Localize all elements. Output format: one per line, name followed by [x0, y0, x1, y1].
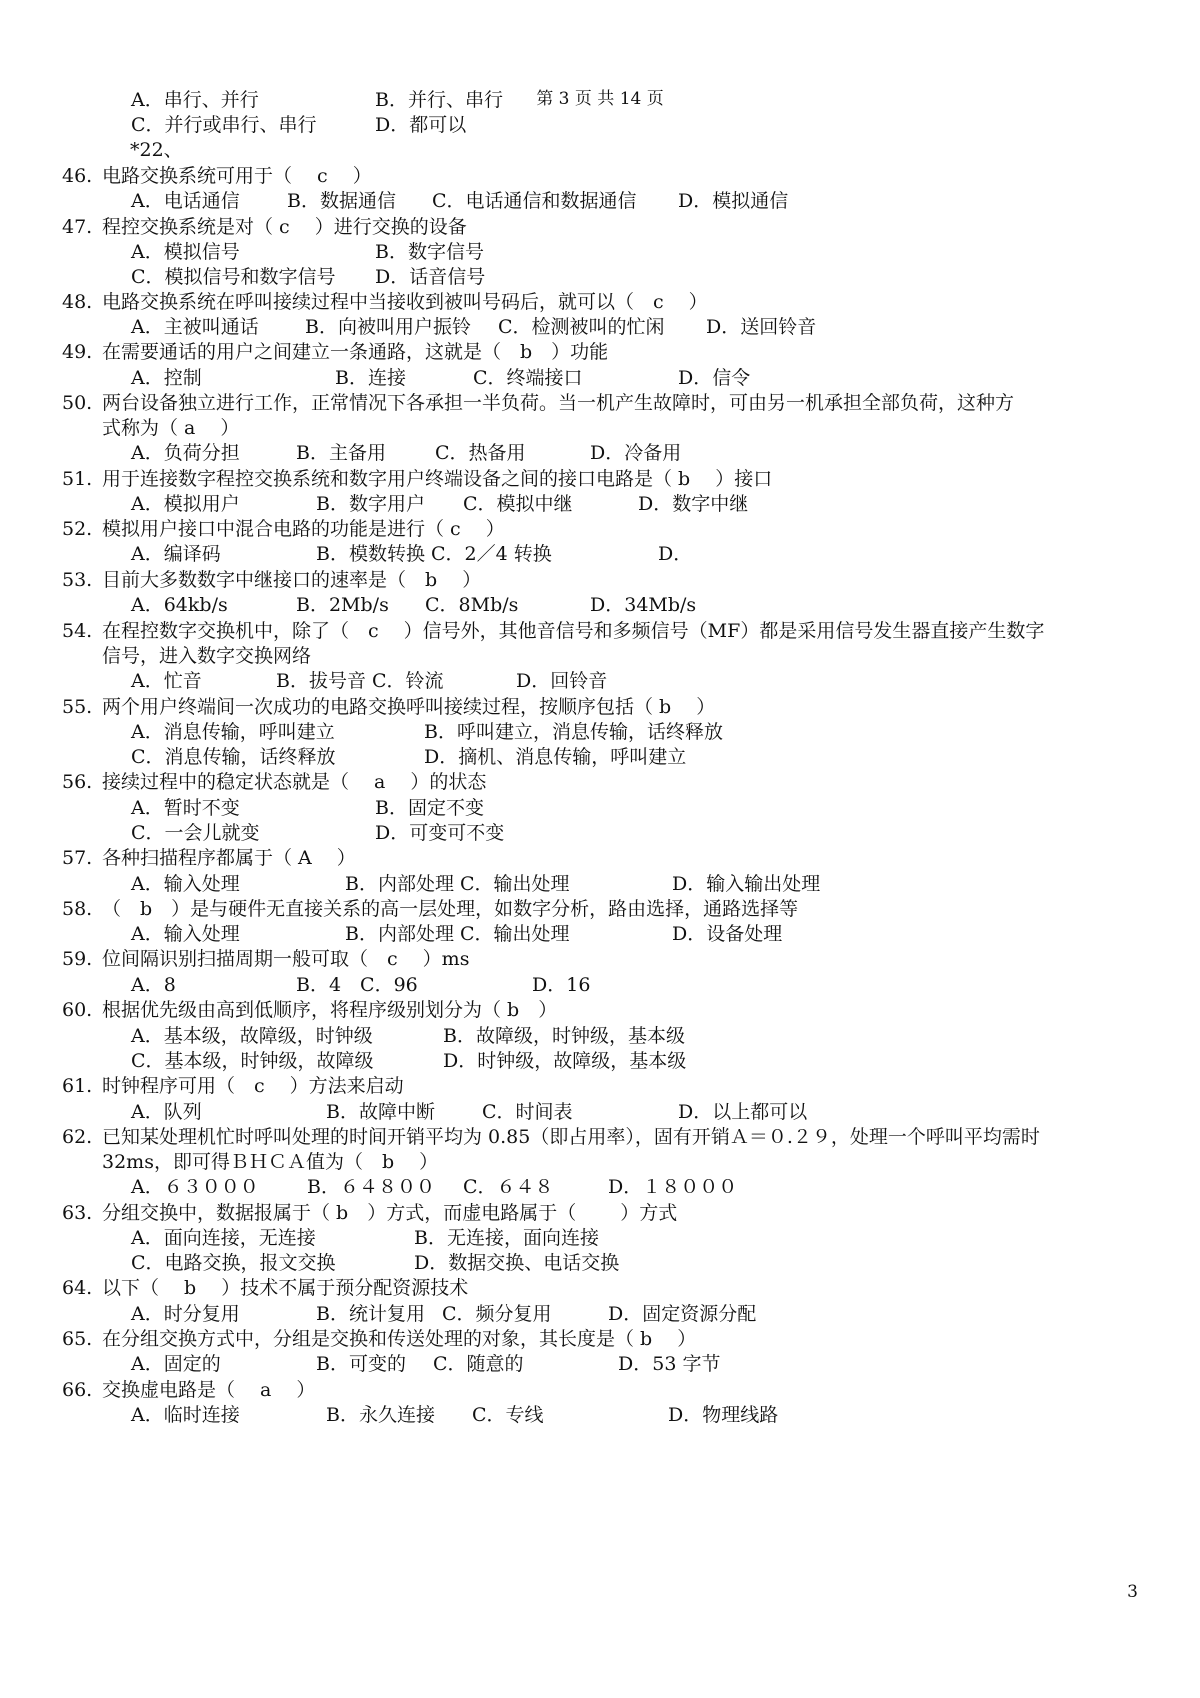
option: B．4 C．96 — [296, 974, 418, 996]
option: C．专线 — [472, 1404, 544, 1426]
option-row — [0, 1225, 1200, 1252]
page-header: 第 3 页 共 14 页 — [536, 89, 664, 109]
option: D．时钟级，故障级，基本级 — [443, 1050, 687, 1072]
question-text: 两个用户终端间一次成功的电路交换呼叫接续过程，按顺序包括（ b ） — [102, 696, 716, 718]
option-row — [0, 972, 1200, 999]
option: D．送回铃音 — [706, 316, 817, 338]
question-number: 58. — [62, 898, 93, 920]
question-48 — [0, 289, 1200, 316]
option-row — [0, 491, 1200, 518]
option: D．输入输出处理 — [672, 873, 821, 895]
option: A．面向连接，无连接 — [131, 1227, 316, 1249]
question-61 — [0, 1073, 1200, 1100]
question-text: 模拟用户接口中混合电路的功能是进行（ c ） — [102, 518, 505, 540]
option: C．时间表 — [482, 1101, 573, 1123]
option: B．故障级，时钟级，基本级 — [443, 1025, 685, 1047]
option: A．基本级，故障级，时钟级 — [131, 1025, 373, 1047]
question-number: 46. — [62, 165, 93, 187]
option: B．模数转换 C．2／4 转换 — [316, 543, 552, 565]
option: C．模拟中继 — [463, 493, 573, 515]
option-row — [0, 1099, 1200, 1126]
option: B．统计复用 — [316, 1303, 425, 1325]
option-row — [0, 1250, 1200, 1277]
option: B．可变的 — [316, 1353, 406, 1375]
question-text: 已知某处理机忙时呼叫处理的时间开销平均为 0.85（即占用率），固有开销Ａ＝０.２９，处理一个呼叫平均需时 — [102, 1126, 1040, 1148]
option: C．消息传输，话终释放 — [131, 746, 336, 768]
option: D．固定资源分配 — [608, 1303, 757, 1325]
question-64 — [0, 1275, 1200, 1302]
question-47 — [0, 214, 1200, 241]
question-text: 接续过程中的稳定状态就是（ a ）的状态 — [102, 771, 487, 793]
option: C．频分复用 — [442, 1303, 552, 1325]
question-text: 电路交换系统在呼叫接续过程中当接收到被叫号码后，就可以（ c ） — [102, 291, 708, 313]
question-number: 60. — [62, 999, 93, 1021]
prelude-line — [0, 137, 1200, 164]
option-row — [0, 188, 1200, 215]
option: A．电话通信 — [131, 190, 240, 212]
option: A．队列 — [131, 1101, 202, 1123]
question-text: 用于连接数字程控交换系统和数字用户终端设备之间的接口电路是（ b ）接口 — [102, 468, 773, 490]
option: A．模拟信号 — [131, 241, 240, 263]
option: B．数字用户 — [316, 493, 425, 515]
question-number: 61. — [62, 1075, 93, 1097]
option: B．故障中断 — [326, 1101, 435, 1123]
option: B．６４８００ — [307, 1176, 435, 1198]
option: A．时分复用 — [131, 1303, 240, 1325]
option: C．并行或串行、串行 — [131, 114, 317, 136]
question-text: 目前大多数数字中继接口的速率是（ b ） — [102, 569, 482, 591]
option: D．话音信号 — [375, 266, 486, 288]
option: A．固定的 — [131, 1353, 221, 1375]
option-row — [0, 1174, 1200, 1201]
question-number: 55. — [62, 696, 93, 718]
option-row — [0, 592, 1200, 619]
question-text: 电路交换系统可用于（ c ） — [102, 165, 372, 187]
option: B．永久连接 — [326, 1404, 435, 1426]
question-number: 65. — [62, 1328, 93, 1350]
option: C．基本级，时钟级，故障级 — [131, 1050, 374, 1072]
option: D．都可以 — [375, 114, 467, 136]
question-number: 63. — [62, 1202, 93, 1224]
question-60 — [0, 997, 1200, 1024]
question-text: 以下（ b ）技术不属于预分配资源技术 — [102, 1277, 469, 1299]
option: C．电路交换，报文交换 — [131, 1252, 336, 1274]
option: A．输入处理 — [131, 923, 240, 945]
question-number: 47. — [62, 216, 93, 238]
question-text: 时钟程序可用（ c ）方法来启动 — [102, 1075, 404, 1097]
question-text: （ b ）是与硬件无直接关系的高一层处理，如数字分析，路由选择，通路选择等 — [102, 898, 799, 920]
question-number: 56. — [62, 771, 93, 793]
option-row — [0, 1048, 1200, 1075]
page-number: 3 — [1127, 1582, 1138, 1602]
question-57 — [0, 845, 1200, 872]
option: A．６３０００ — [131, 1176, 259, 1198]
option: A．临时连接 — [131, 1404, 240, 1426]
question-text: 在分组交换方式中，分组是交换和传送处理的对象，其长度是（ b ） — [102, 1328, 697, 1350]
question-text-continued: 信号，进入数字交换网络 — [102, 645, 312, 667]
question-number: 54. — [62, 620, 93, 642]
option: A．编译码 — [131, 543, 221, 565]
question-text: 位间隔识别扫描周期一般可取（ c ）ms — [102, 948, 470, 970]
option: C．６４８ — [463, 1176, 554, 1198]
option: A．串行、并行 — [131, 89, 259, 111]
option: A．输入处理 — [131, 873, 240, 895]
option-row — [0, 365, 1200, 392]
option: B．内部处理 C．输出处理 — [345, 873, 570, 895]
option: C．热备用 — [435, 442, 526, 464]
option: D．数字中继 — [638, 493, 749, 515]
option: B．固定不变 — [375, 797, 484, 819]
option: D．回铃音 — [516, 670, 608, 692]
question-text: 在程控数字交换机中，除了（ c ）信号外，其他音信号和多频信号（MF）都是采用信号发生器直接产生数字 — [102, 620, 1045, 642]
option: A．忙音 — [131, 670, 202, 692]
option: D．数据交换、电话交换 — [414, 1252, 620, 1274]
option: D．设备处理 — [672, 923, 783, 945]
question-59 — [0, 946, 1200, 973]
question-62 — [0, 1124, 1200, 1151]
option: C．一会儿就变 — [131, 822, 260, 844]
option: A．负荷分担 — [131, 442, 240, 464]
option: D． — [658, 543, 693, 565]
option: A．模拟用户 — [131, 493, 240, 515]
question-number: 48. — [62, 291, 93, 313]
option: B．连接 — [335, 367, 406, 389]
option: A．暂时不变 — [131, 797, 240, 819]
option: C．终端接口 — [473, 367, 583, 389]
option: A．控制 — [131, 367, 202, 389]
option: A．消息传输，呼叫建立 — [131, 721, 335, 743]
question-continuation — [0, 643, 1200, 670]
question-58 — [0, 896, 1200, 923]
question-54 — [0, 618, 1200, 645]
question-63 — [0, 1200, 1200, 1227]
question-number: 57. — [62, 847, 93, 869]
option: A．主被叫通话 — [131, 316, 259, 338]
option-row — [0, 1301, 1200, 1328]
option: A．64kb/s — [131, 594, 228, 616]
option-row — [0, 541, 1200, 568]
option-row — [0, 440, 1200, 467]
option: C．电话通信和数据通信 — [432, 190, 637, 212]
option: B．内部处理 C．输出处理 — [345, 923, 570, 945]
option: D．冷备用 — [590, 442, 682, 464]
option: D．可变可不变 — [375, 822, 505, 844]
option-row — [0, 1402, 1200, 1429]
question-text: 分组交换中，数据报属于（ b ）方式，而虚电路属于（ ）方式 — [102, 1202, 678, 1224]
option-row — [0, 795, 1200, 822]
option: B．数据通信 — [287, 190, 396, 212]
question-65 — [0, 1326, 1200, 1353]
question-56 — [0, 769, 1200, 796]
option-row — [0, 1023, 1200, 1050]
option: D．信令 — [678, 367, 751, 389]
option-row — [0, 820, 1200, 847]
option: B．拔号音 C．铃流 — [276, 670, 444, 692]
option: D．34Mb/s — [590, 594, 697, 616]
question-text: 程控交换系统是对（ c ）进行交换的设备 — [102, 216, 467, 238]
option: C．检测被叫的忙闲 — [498, 316, 665, 338]
question-52 — [0, 516, 1200, 543]
question-46 — [0, 163, 1200, 190]
option-row — [0, 314, 1200, 341]
question-51 — [0, 466, 1200, 493]
option-row — [0, 871, 1200, 898]
question-50 — [0, 390, 1200, 417]
option: B．呼叫建立，消息传输，话终释放 — [424, 721, 723, 743]
option: B．2Mb/s — [296, 594, 389, 616]
option: D．物理线路 — [668, 1404, 779, 1426]
question-number: 50. — [62, 392, 93, 414]
option: B．并行、串行 — [375, 89, 503, 111]
question-55 — [0, 694, 1200, 721]
option-row — [0, 744, 1200, 771]
question-text-continued: 式称为（ a ） — [102, 417, 240, 439]
section-marker: *22、 — [130, 139, 183, 161]
option: D．16 — [532, 974, 591, 996]
question-continuation — [0, 415, 1200, 442]
question-text: 交换虚电路是（ a ） — [102, 1379, 316, 1401]
question-number: 52. — [62, 518, 93, 540]
option-row — [0, 264, 1200, 291]
option-row — [0, 1351, 1200, 1378]
question-text: 各种扫描程序都属于（ A ） — [102, 847, 356, 869]
question-number: 59. — [62, 948, 93, 970]
question-number: 53. — [62, 569, 93, 591]
option: B．数字信号 — [375, 241, 484, 263]
question-text: 在需要通话的用户之间建立一条通路，这就是（ b ）功能 — [102, 341, 609, 363]
option: D．１８０００ — [608, 1176, 738, 1198]
question-number: 66. — [62, 1379, 93, 1401]
option: D．摘机、消息传输，呼叫建立 — [424, 746, 687, 768]
question-text: 两台设备独立进行工作，正常情况下各承担一半负荷。当一机产生故障时，可由另一机承担全部负荷，这种方 — [102, 392, 1015, 414]
option: D．以上都可以 — [678, 1101, 808, 1123]
option: C．模拟信号和数字信号 — [131, 266, 336, 288]
option: B．向被叫用户振铃 — [305, 316, 471, 338]
option: C．8Mb/s — [425, 594, 519, 616]
question-number: 51. — [62, 468, 93, 490]
question-49 — [0, 339, 1200, 366]
question-number: 49. — [62, 341, 93, 363]
option-row — [0, 921, 1200, 948]
question-number: 64. — [62, 1277, 93, 1299]
option: D．模拟通信 — [678, 190, 789, 212]
option: B．主备用 — [296, 442, 386, 464]
question-number: 62. — [62, 1126, 93, 1148]
option: C．随意的 — [433, 1353, 524, 1375]
option: A．8 — [131, 974, 176, 996]
option: D．53 字节 — [618, 1353, 721, 1375]
option-row — [0, 239, 1200, 266]
question-53 — [0, 567, 1200, 594]
option: B．无连接，面向连接 — [414, 1227, 599, 1249]
prelude-line — [0, 87, 1200, 114]
question-continuation — [0, 1149, 1200, 1176]
question-text-continued: 32ms，即可得ＢＨＣＡ值为（ b ） — [102, 1151, 439, 1173]
option-row — [0, 668, 1200, 695]
question-text: 根据优先级由高到低顺序，将程序级别划分为（ b ） — [102, 999, 558, 1021]
question-66 — [0, 1377, 1200, 1404]
option-row — [0, 719, 1200, 746]
prelude-line — [0, 112, 1200, 139]
